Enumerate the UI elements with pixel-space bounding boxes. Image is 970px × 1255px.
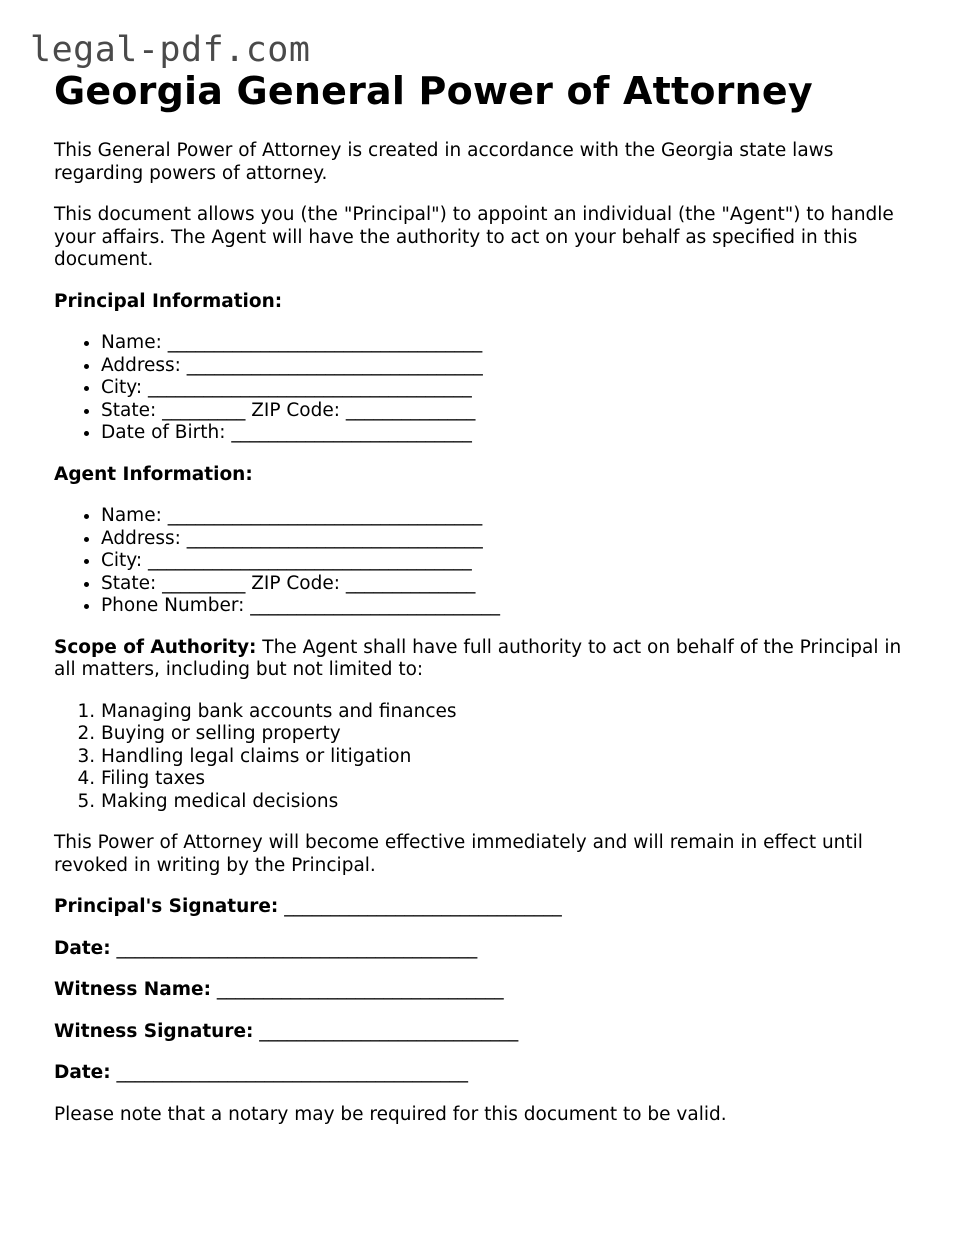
authority-item: 4. Filing taxes xyxy=(101,768,924,791)
witness-signature-blank[interactable]: ____________________________ xyxy=(253,1020,519,1042)
agent-state-zip-field[interactable]: • State: _________ ZIP Code: ______________ xyxy=(101,573,924,596)
agent-address-field[interactable]: • Address: ________________________________ xyxy=(101,528,924,551)
witness-date-label: Date: xyxy=(54,1062,111,1083)
witness-signature-line[interactable] xyxy=(54,1021,924,1044)
agent-city-field[interactable]: • City: ___________________________________ xyxy=(101,550,924,573)
effective-clause: This Power of Attorney will become effective immediately and will remain in effect until revoked in writing by the Principal. xyxy=(54,832,863,876)
authority-item: 3. Handling legal claims or litigation xyxy=(101,746,924,769)
witness-name-blank[interactable]: _______________________________ xyxy=(210,979,504,1000)
agent-phone-field[interactable]: • Phone Number: ___________________________ xyxy=(101,595,924,618)
agent-info-list xyxy=(54,505,924,618)
principal-signature-blank[interactable]: ______________________________ xyxy=(278,896,562,917)
witness-signature-label: Witness Signature: xyxy=(54,1020,254,1042)
scope-label: Scope of Authority: xyxy=(54,636,257,658)
principal-name-field[interactable]: • Name: __________________________________ xyxy=(101,332,924,355)
witness-name-label: Witness Name: xyxy=(54,979,211,1000)
principal-date-blank[interactable]: _______________________________________ xyxy=(110,937,478,959)
principal-info-list xyxy=(54,332,924,445)
principal-address-field[interactable]: • Address: ________________________________ xyxy=(101,355,924,378)
authority-item: 1. Managing bank accounts and finances xyxy=(101,701,924,724)
principal-signature-label: Principal's Signature: xyxy=(54,896,279,917)
authority-list xyxy=(54,701,924,814)
witness-date-blank[interactable]: ______________________________________ xyxy=(110,1062,469,1083)
intro-paragraph-1: This General Power of Attorney is created in accordance with the Georgia state laws regarding powers of attorney. xyxy=(54,140,834,184)
principal-info-heading: Principal Information: xyxy=(54,290,283,312)
intro-paragraph-2: This document allows you (the "Principal") to appoint an individual (the "Agent") to handle your affairs. The Agent will have the authority to act on your behalf as specified in this document. xyxy=(54,204,894,270)
scope-of-authority xyxy=(54,637,924,682)
principal-signature-line[interactable] xyxy=(54,896,924,919)
principal-state-zip-field[interactable]: • State: _________ ZIP Code: ______________ xyxy=(101,400,924,423)
watermark-logo: legal-pdf.com xyxy=(30,30,311,70)
document-title: Georgia General Power of Attorney xyxy=(54,69,813,113)
principal-dob-field[interactable]: • Date of Birth: __________________________ xyxy=(101,422,924,445)
notary-note: Please note that a notary may be required for this document to be valid. xyxy=(54,1103,727,1125)
witness-name-line[interactable] xyxy=(54,979,924,1002)
authority-item: 2. Buying or selling property xyxy=(101,723,924,746)
principal-date-label: Date: xyxy=(54,937,111,959)
agent-info-heading: Agent Information: xyxy=(54,463,253,485)
agent-name-field[interactable]: • Name: __________________________________ xyxy=(101,505,924,528)
authority-item: 5. Making medical decisions xyxy=(101,791,924,814)
principal-city-field[interactable]: • City: ___________________________________ xyxy=(101,377,924,400)
document-page xyxy=(54,64,924,1126)
principal-date-line[interactable] xyxy=(54,938,924,961)
scope-text: The Agent shall have full authority to act on behalf of the Principal in all matters, including but not limited to: xyxy=(54,636,902,680)
witness-date-line[interactable] xyxy=(54,1062,924,1085)
